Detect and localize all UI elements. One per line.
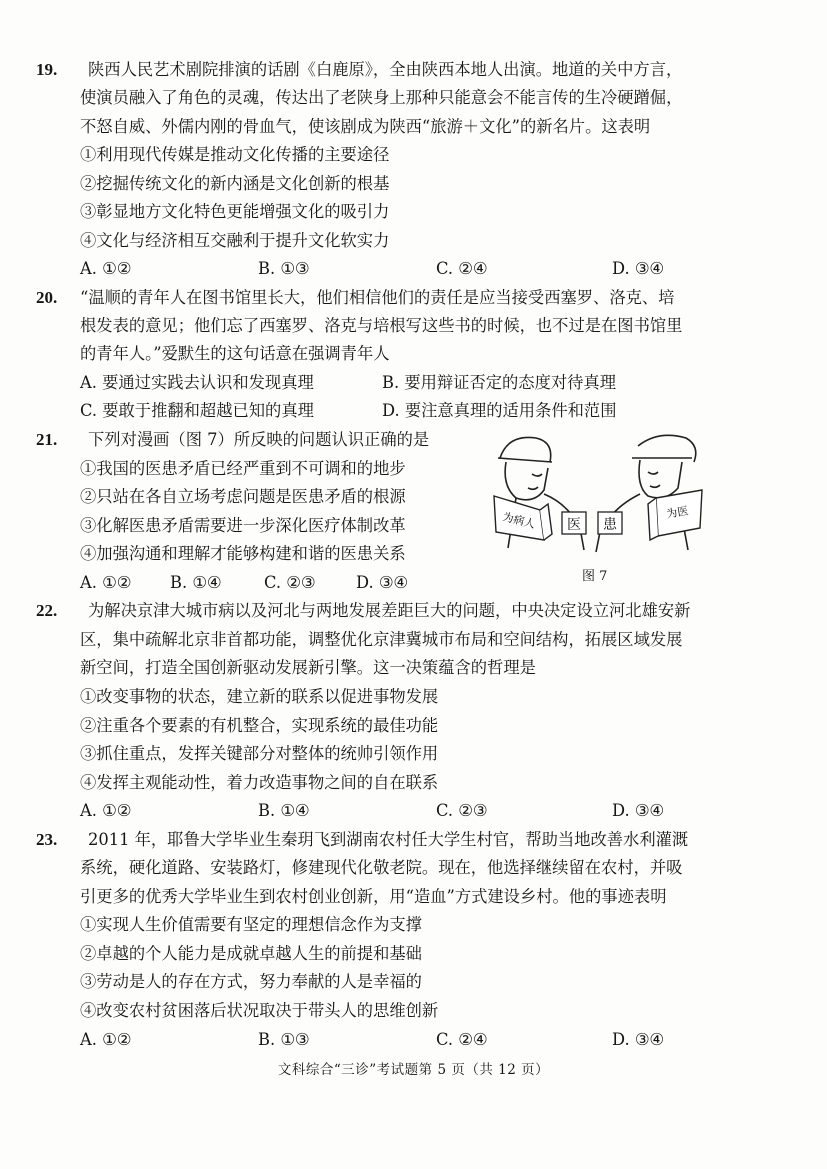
question-stem-line: 使演员融入了角色的灵魂，传达出了老陕身上那种只能意会不能言传的生冷硬蹭倔， (80, 88, 683, 107)
question-number: 19. (36, 60, 58, 79)
answer-option-a[interactable]: A. ①② (80, 259, 132, 278)
answer-option-b[interactable]: B. ①④ (258, 801, 310, 820)
question-stem-line: 不怒自威、外儒内刚的骨血气，使该剧成为陕西“旅游＋文化”的新名片。这表明 (80, 117, 651, 136)
right-book-title: 为医 (665, 504, 690, 521)
statement-item: ③化解医患矛盾需要进一步深化医疗体制改革 (80, 516, 406, 535)
page-footer: 文科综合“三诊”考试题第 5 页（共 12 页） (277, 1062, 550, 1078)
doctor-label: 医 (567, 517, 581, 533)
question-stem-line: 区，集中疏解北京非首都功能，调整优化京津冀城市布局和空间结构，拓展区域发展 (80, 630, 683, 649)
answer-option-a[interactable]: A. ①② (80, 801, 132, 820)
question-number: 20. (36, 288, 58, 307)
answer-option-b[interactable]: B. ①④ (170, 573, 222, 592)
answer-option-d[interactable]: D. ③④ (356, 573, 409, 592)
left-book-title: 为病人 (501, 510, 537, 531)
patient-label: 患 (603, 517, 617, 533)
statement-item: ③彰显地方文化特色更能增强文化的吸引力 (80, 202, 390, 221)
answer-option-a[interactable]: A. ①② (80, 1030, 132, 1049)
question-stem-line: 引更多的优秀大学毕业生到农村创业创新，用“造血”方式建设乡村。他的事迹表明 (80, 887, 667, 906)
question-stem-line: 陕西人民艺术剧院排演的话剧《白鹿原》，全由陕西本地人出演。地道的关中方言， (88, 60, 683, 79)
answer-option-c[interactable]: C. 要敢于推翻和超越已知的真理 (80, 401, 314, 420)
statement-item: ①我国的医患矛盾已经严重到不可调和的地步 (80, 459, 406, 478)
statement-item: ③劳动是人的存在方式，努力奉献的人是幸福的 (80, 972, 422, 991)
answer-option-a[interactable]: A. ①② (80, 573, 132, 592)
statement-item: ②挖掘传统文化的新内涵是文化创新的根基 (80, 174, 390, 193)
statement-item: ①利用现代传媒是推动文化传播的主要途径 (80, 145, 390, 164)
statement-item: ④加强沟通和理解才能够构建和谐的医患关系 (80, 544, 406, 563)
statement-item: ②卓越的个人能力是成就卓越人生的前提和基础 (80, 944, 422, 963)
statement-item: ①改变事物的状态，建立新的联系以促进事物发展 (80, 687, 439, 706)
question-stem-line: 新空间，打造全国创新驱动发展新引擎。这一决策蕴含的哲理是 (80, 658, 536, 677)
question-number: 21. (36, 430, 58, 449)
statement-item: ①实现人生价值需要有坚定的理想信念作为支撑 (80, 915, 422, 934)
answer-option-d[interactable]: D. ③④ (612, 259, 665, 278)
statement-item: ③抓住重点，发挥关键部分对整体的统帅引领作用 (80, 744, 439, 763)
answer-option-d[interactable]: D. 要注意真理的适用条件和范围 (382, 401, 617, 420)
answer-option-b[interactable]: B. ①③ (258, 1030, 310, 1049)
answer-option-c[interactable]: C. ②③ (264, 573, 316, 592)
answer-option-c[interactable]: C. ②④ (436, 1030, 488, 1049)
question-number: 23. (36, 830, 58, 849)
question-stem-line: 2011 年，耶鲁大学毕业生秦玥飞到湖南农村任大学生村官，帮助当地改善水利灌溉 (88, 830, 689, 849)
figure-caption: 图 7 (582, 569, 608, 584)
answer-option-c[interactable]: C. ②④ (436, 259, 488, 278)
answer-option-d[interactable]: D. ③④ (612, 1030, 665, 1049)
question-stem-line: 的青年人。”爱默生的这句话意在强调青年人 (80, 344, 390, 363)
statement-item: ②只站在各自立场考虑问题是医患矛盾的根源 (80, 487, 406, 506)
statement-item: ②注重各个要素的有机整合，实现系统的最佳功能 (80, 716, 439, 735)
answer-option-d[interactable]: D. ③④ (612, 801, 665, 820)
statement-item: ④文化与经济相互交融利于提升文化软实力 (80, 231, 390, 250)
question-stem-line: 根发表的意见；他们忘了西塞罗、洛克与培根写这些书的时候，也不过是在图书馆里 (80, 316, 683, 335)
question-stem-line: 为解决京津大城市病以及河北与两地发展差距巨大的问题，中央决定设立河北雄安新 (88, 601, 691, 620)
statement-item: ④改变农村贫困落后状况取决于带头人的思维创新 (80, 1001, 439, 1020)
answer-option-b[interactable]: B. ①③ (258, 259, 310, 278)
answer-option-b[interactable]: B. 要用辩证否定的态度对待真理 (382, 373, 616, 392)
statement-item: ④发挥主观能动性，着力改造事物之间的自在联系 (80, 773, 439, 792)
answer-option-c[interactable]: C. ②③ (436, 801, 488, 820)
answer-option-a[interactable]: A. 要通过实践去认识和发现真理 (80, 373, 314, 392)
cartoon-illustration (488, 428, 706, 560)
question-number: 22. (36, 601, 58, 620)
question-stem-line: 系统，硬化道路、安装路灯，修建现代化敬老院。现在，他选择继续留在农村，并吸 (80, 858, 683, 877)
question-stem-line: “温顺的青年人在图书馆里长大，他们相信他们的责任是应当接受西塞罗、洛克、培 (80, 288, 675, 307)
question-stem-line: 下列对漫画（图 7）所反映的问题认识正确的是 (88, 430, 430, 449)
cartoon-figure-7 (488, 428, 706, 560)
